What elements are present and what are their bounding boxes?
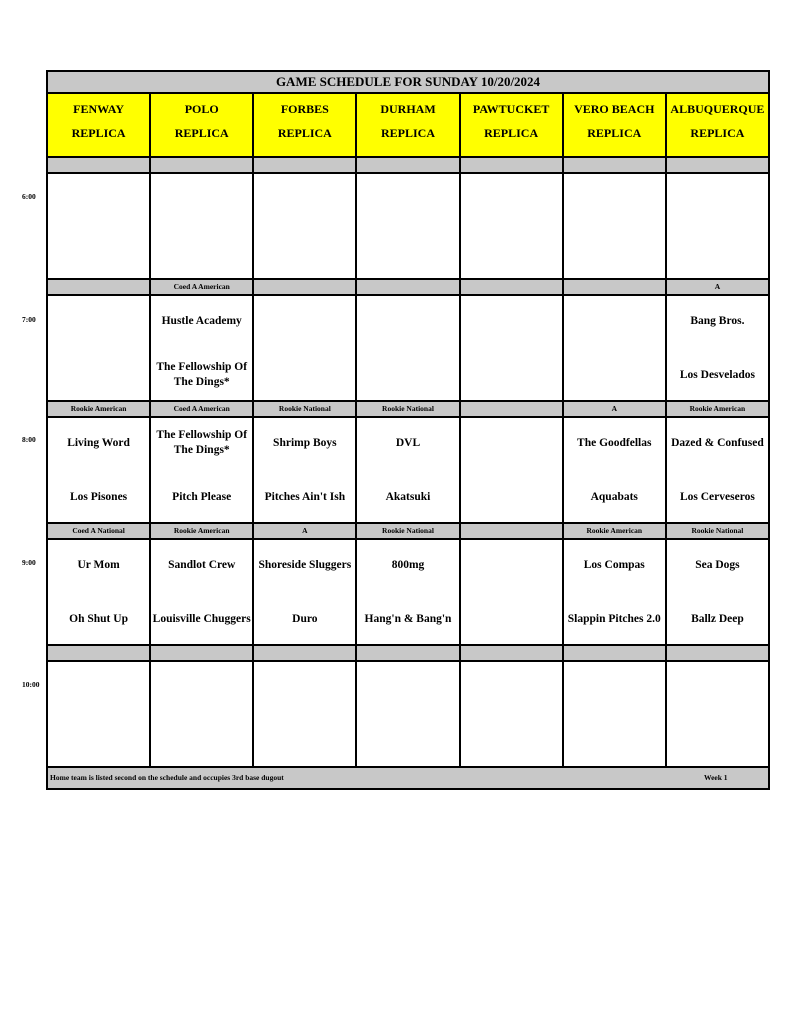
division-cell: [254, 646, 357, 660]
field-sub: REPLICA: [484, 126, 539, 140]
division-label: A: [254, 524, 357, 538]
field-name: FENWAY: [73, 102, 125, 116]
home-team: [564, 236, 665, 270]
home-team: Pitch Please: [172, 490, 232, 503]
field-header-fenway: [48, 94, 151, 156]
away-team: Sea Dogs: [695, 558, 740, 571]
field-header-pawtucket: [461, 94, 564, 156]
division-label: [461, 524, 564, 538]
field-sub: REPLICA: [71, 126, 126, 140]
field-header-durham: [357, 94, 460, 156]
away-team: [461, 182, 562, 216]
away-team: [357, 304, 458, 338]
field-header-albuquerque: [667, 94, 768, 156]
home-team: [151, 236, 252, 270]
field-header-vero-beach: [564, 94, 667, 156]
division-label: [48, 280, 151, 294]
division-label: Rookie National: [357, 524, 460, 538]
division-label: [151, 158, 254, 172]
home-team: [254, 236, 355, 270]
division-cell: [667, 646, 768, 660]
division-label: [564, 280, 667, 294]
division-label: [461, 158, 564, 172]
away-team: [461, 304, 562, 338]
schedule-title: GAME SCHEDULE FOR SUNDAY 10/20/2024: [48, 72, 768, 94]
game-cell: [667, 662, 768, 766]
game-cell: [48, 296, 151, 400]
away-team: The Goodfellas: [577, 436, 652, 449]
home-team: [461, 480, 562, 514]
away-team: Bang Bros.: [690, 314, 745, 327]
away-team: [254, 304, 355, 338]
field-name: VERO BEACH: [574, 102, 655, 116]
division-cell: [461, 646, 564, 660]
home-team: Duro: [292, 612, 318, 625]
away-team: Dazed & Confused: [671, 436, 764, 449]
division-label: [357, 158, 460, 172]
home-team: [667, 236, 768, 270]
division-label: [564, 158, 667, 172]
home-team: [48, 236, 149, 270]
schedule-table: [46, 70, 770, 790]
division-cell: [564, 646, 667, 660]
game-cell: [667, 296, 768, 400]
time-label-10: 10:00: [22, 680, 40, 689]
division-label: Coed A National: [48, 524, 151, 538]
division-cell: [357, 646, 460, 660]
home-team: Los Pisones: [69, 490, 128, 503]
game-cell: [254, 662, 357, 766]
week-label: Week 1: [704, 773, 728, 782]
field-sub: REPLICA: [174, 126, 229, 140]
time-label-6: 6:00: [22, 192, 36, 201]
division-label: [48, 158, 151, 172]
division-label: [254, 158, 357, 172]
game-cell: [564, 540, 667, 644]
division-label: [667, 158, 768, 172]
game-cell: [461, 296, 564, 400]
home-team: Pitches Ain't Ish: [264, 490, 346, 503]
division-label: Rookie American: [48, 402, 151, 416]
game-cell: [667, 540, 768, 644]
away-team: [48, 304, 149, 338]
spacer-row-10: [48, 646, 768, 662]
field-name: DURHAM: [380, 102, 436, 116]
field-name: ALBUQUERQUE: [670, 102, 765, 116]
home-team: [461, 358, 562, 392]
home-team: Ballz Deep: [691, 612, 744, 625]
away-team: Living Word: [67, 436, 130, 449]
division-row: [48, 158, 768, 174]
division-row: [48, 524, 768, 540]
away-team: [461, 548, 562, 582]
game-cell: [254, 418, 357, 522]
away-team: Sandlot Crew: [168, 558, 236, 571]
away-team: [48, 182, 149, 216]
slot-row: [48, 540, 768, 646]
game-cell: [667, 174, 768, 278]
game-cell: [357, 418, 460, 522]
away-team: [357, 182, 458, 216]
division-label: Rookie National: [667, 524, 768, 538]
home-team: Los Desvelados: [679, 368, 755, 381]
slot-row: [48, 418, 768, 524]
division-label: Rookie American: [667, 402, 768, 416]
game-cell: [461, 174, 564, 278]
home-team: [254, 358, 355, 392]
game-cell: [254, 540, 357, 644]
field-header-row: [48, 94, 768, 158]
away-team: Hustle Academy: [161, 314, 242, 327]
game-cell: [667, 418, 768, 522]
division-label: Rookie National: [254, 402, 357, 416]
division-row: [48, 402, 768, 418]
away-team: The Fellowship Of The Dings*: [156, 429, 248, 456]
division-label: [357, 280, 460, 294]
game-cell: [461, 540, 564, 644]
slot-row: [48, 296, 768, 402]
slot-row: [48, 174, 768, 280]
schedule-footer: [48, 768, 768, 788]
game-cell: [357, 662, 460, 766]
home-team: [564, 358, 665, 392]
home-team: Louisville Chuggers: [152, 612, 251, 625]
game-cell: [48, 418, 151, 522]
away-team: Shrimp Boys: [273, 436, 337, 449]
game-cell: [461, 662, 564, 766]
time-label-8: 8:00: [22, 435, 36, 444]
division-label: Coed A American: [151, 402, 254, 416]
division-label: [461, 280, 564, 294]
division-label: Rookie American: [564, 524, 667, 538]
division-label: Coed A American: [151, 280, 254, 294]
game-cell: [48, 662, 151, 766]
game-cell: [357, 296, 460, 400]
field-name: FORBES: [280, 102, 329, 116]
game-cell: [151, 662, 254, 766]
home-team: Los Cerveseros: [679, 490, 755, 503]
time-label-9: 9:00: [22, 558, 36, 567]
division-label: A: [564, 402, 667, 416]
field-name: PAWTUCKET: [472, 102, 550, 116]
game-cell: [564, 662, 667, 766]
home-team: Slappin Pitches 2.0: [567, 612, 661, 625]
slot-row-10: [48, 662, 768, 768]
game-cell: [151, 418, 254, 522]
home-team: [48, 358, 149, 392]
game-cell: [564, 418, 667, 522]
game-cell: [151, 540, 254, 644]
home-team: Hang'n & Bang'n: [364, 612, 452, 625]
home-team: [461, 236, 562, 270]
time-slots: [48, 158, 768, 646]
home-team: Aquabats: [590, 490, 638, 503]
field-sub: REPLICA: [380, 126, 435, 140]
away-team: 800mg: [391, 558, 425, 571]
home-team: [461, 602, 562, 636]
game-cell: [48, 174, 151, 278]
division-cell: [48, 646, 151, 660]
field-header-polo: [151, 94, 254, 156]
away-team: [254, 182, 355, 216]
field-sub: REPLICA: [277, 126, 332, 140]
away-team: DVL: [395, 436, 421, 449]
division-label: [461, 402, 564, 416]
game-cell: [254, 174, 357, 278]
division-label: Rookie National: [357, 402, 460, 416]
game-cell: [461, 418, 564, 522]
home-team: [357, 358, 458, 392]
home-team: Akatsuki: [385, 490, 431, 503]
game-cell: [48, 540, 151, 644]
away-team: [564, 304, 665, 338]
division-row: [48, 280, 768, 296]
game-cell: [564, 296, 667, 400]
division-label: A: [667, 280, 768, 294]
field-sub: REPLICA: [587, 126, 642, 140]
away-team: Ur Mom: [77, 558, 120, 571]
home-team: The Fellowship Of The Dings*: [156, 361, 248, 388]
game-cell: [357, 174, 460, 278]
home-team: Oh Shut Up: [69, 612, 128, 625]
away-team: [667, 182, 768, 216]
game-cell: [357, 540, 460, 644]
field-name: POLO: [184, 102, 219, 116]
division-label: Rookie American: [151, 524, 254, 538]
away-team: [151, 182, 252, 216]
away-team: [461, 426, 562, 460]
game-cell: [254, 296, 357, 400]
field-sub: REPLICA: [690, 126, 745, 140]
time-label-7: 7:00: [22, 315, 36, 324]
home-team-note: Home team is listed second on the schedule and occupies 3rd base dugout: [50, 773, 284, 782]
away-team: Los Compas: [583, 558, 645, 571]
away-team: Shoreside Sluggers: [258, 558, 352, 571]
game-cell: [151, 296, 254, 400]
division-label: [254, 280, 357, 294]
home-team: [357, 236, 458, 270]
game-cell: [564, 174, 667, 278]
field-header-forbes: [254, 94, 357, 156]
game-cell: [151, 174, 254, 278]
division-cell: [151, 646, 254, 660]
away-team: [564, 182, 665, 216]
